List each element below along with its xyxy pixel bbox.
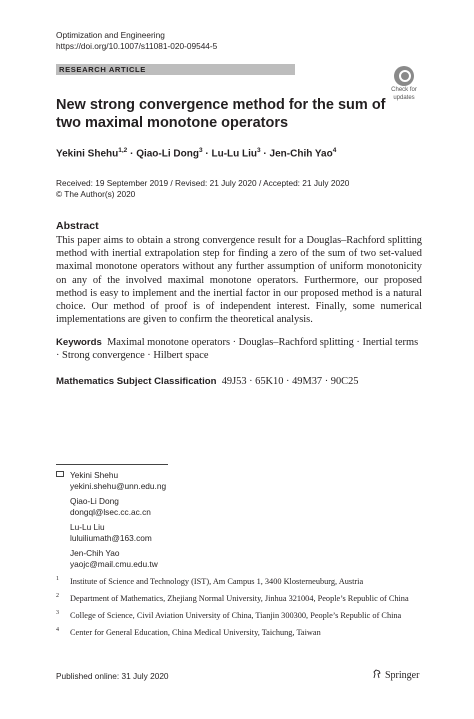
author-list [56, 147, 336, 159]
published-date: Published online: 31 July 2020 [56, 671, 169, 681]
author-affil-ref: 1,2 [118, 147, 128, 154]
check-updates-icon [394, 66, 414, 86]
affiliation-text: Institute of Science and Technology (IST), Am Campus 1, 3400 Klosterneuburg, Austria [70, 577, 364, 586]
footnote-divider [56, 464, 168, 465]
affiliation-number: 3 [56, 610, 59, 616]
msc-codes: 49J53 · 65K10 · 49M37 · 90C25 [221, 376, 359, 387]
author-separator: · [127, 148, 137, 160]
paper-title: New strong convergence method for the sum of two maximal monotone operators [56, 97, 386, 131]
contact-email[interactable]: yaojc@mail.cmu.edu.tw [70, 559, 158, 569]
contact-name: Lu-Lu Liu [70, 522, 105, 532]
author-name: Yekini Shehu [56, 148, 119, 160]
author-affil-ref: 4 [332, 147, 337, 154]
author-separator: · [260, 148, 270, 160]
author-affil-ref: 3 [198, 147, 203, 154]
check-for-updates-badge[interactable] [386, 66, 422, 102]
journal-header [56, 30, 217, 52]
affiliation-text: College of Science, Civil Aviation University of China, Tianjin 300300, People’s Republic of China [70, 611, 402, 620]
contact-list [56, 470, 166, 574]
contact-entry [56, 496, 166, 518]
author-name: Jen-Chih Yao [269, 148, 333, 160]
affiliation-entry [56, 593, 422, 604]
article-type-banner: RESEARCH ARTICLE [56, 64, 295, 75]
author-separator: · [202, 148, 212, 160]
history-dates: Received: 19 September 2019 / Revised: 21 July 2020 / Accepted: 21 July 2020 [56, 178, 350, 188]
contact-entry [56, 548, 166, 570]
keywords-section [56, 336, 422, 362]
author-affil-ref: 3 [257, 147, 261, 154]
copyright: © The Author(s) 2020 [56, 189, 136, 199]
contact-email[interactable]: dongql@lsec.cc.ac.cn [70, 507, 151, 517]
publisher-name: Springer [385, 670, 420, 681]
author-name: Lu-Lu Liu [211, 148, 258, 160]
abstract-text: This paper aims to obtain a strong convergence result for a Douglas–Rachford splitting method with inertial extrapolation step for finding a zero of the sum of two set-valued maximal monotone operators without any further assumption of uniform monotonicity on any of the involved maximal monotone operators. Furthermore, our proposed method is easy to implement and the inertial factor in our proposed method is a natural choice. Our method of proof is of independent interest. Finally, some numerical implementations are given to confirm the theoretical analysis. [56, 235, 422, 326]
keywords-text: Maximal monotone operators · Douglas–Rachford splitting · Inertial terms · Strong convergence · Hilbert space [56, 337, 419, 362]
affiliation-number: 1 [56, 576, 59, 582]
contact-email[interactable]: luluiliumath@163.com [70, 533, 152, 543]
affiliation-text: Department of Mathematics, Zhejiang Normal University, Jinhua 321004, People’s Republic of China [70, 594, 409, 603]
journal-name: Optimization and Engineering [56, 30, 165, 40]
publisher-logo [372, 669, 419, 681]
affiliation-entry [56, 576, 422, 587]
affiliation-list [56, 576, 422, 644]
doi-link[interactable]: https://doi.org/10.1007/s11081-020-09544-5 [56, 41, 218, 51]
contact-name: Jen-Chih Yao [70, 548, 120, 558]
contact-entry [56, 470, 166, 492]
keywords-heading: Keywords [56, 337, 102, 348]
contact-name: Yekini Shehu [70, 470, 119, 480]
msc-section [56, 376, 422, 387]
affiliation-text: Center for General Education, China Medical University, Taichung, Taiwan [70, 628, 321, 637]
abstract-heading: Abstract [56, 220, 99, 232]
affiliation-entry [56, 610, 422, 621]
msc-heading: Mathematics Subject Classification [56, 376, 217, 387]
check-updates-line1: Check for [391, 87, 417, 93]
affiliation-entry [56, 627, 422, 638]
affiliation-number: 4 [56, 627, 59, 633]
check-updates-line2: updates [393, 94, 415, 101]
contact-email[interactable]: yekini.shehu@unn.edu.ng [70, 481, 167, 491]
contact-entry [56, 522, 166, 544]
springer-horse-icon [372, 669, 382, 679]
affiliation-number: 2 [56, 593, 59, 599]
article-dates [56, 178, 349, 200]
author-name: Qiao-Li Dong [136, 148, 199, 160]
envelope-icon [56, 471, 64, 477]
contact-name: Qiao-Li Dong [70, 496, 119, 506]
